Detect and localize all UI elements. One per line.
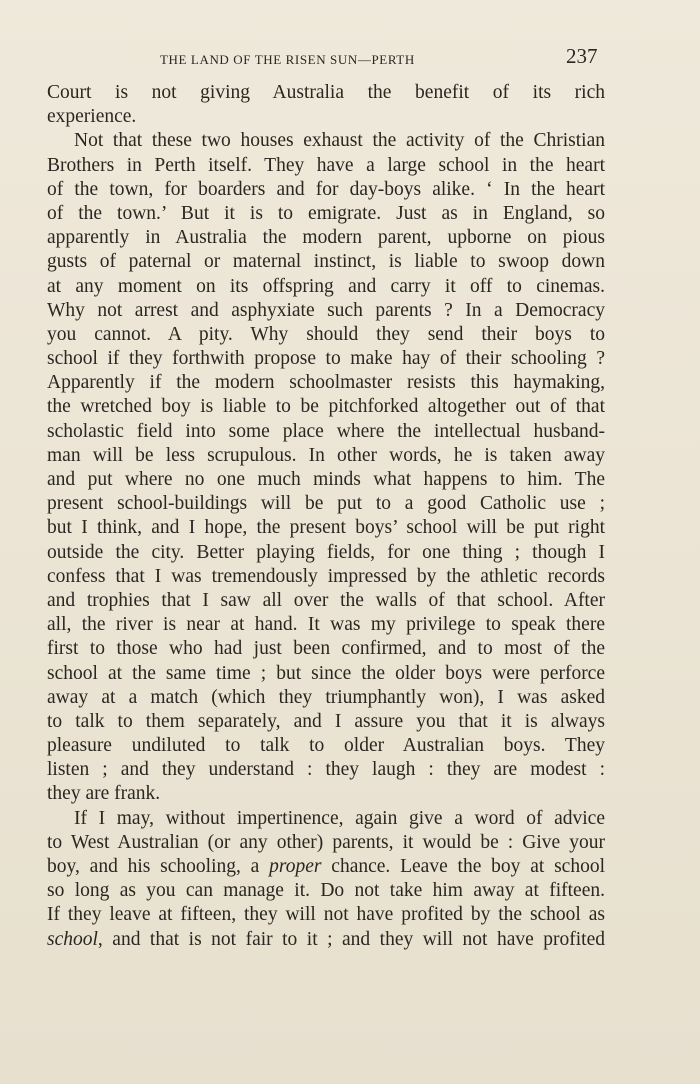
body-line: school, and that is not fair to it ; and they will not have profited xyxy=(47,928,605,950)
body-line: all, the river is near at hand. It was my privilege to speak there xyxy=(47,614,605,636)
page-number: 237 xyxy=(566,44,598,68)
body-line: the wretched boy is liable to be pitchforked altogether out of that xyxy=(47,396,605,418)
italic-emphasis: proper xyxy=(269,856,322,877)
body-line: Not that these two houses exhaust the activity of the Christian xyxy=(74,130,605,152)
body-line: gusts of paternal or maternal instinct, is liable to swoop down xyxy=(47,251,605,273)
body-line: of the town.’ But it is to emigrate. Just as in England, so xyxy=(47,202,605,224)
italic-emphasis: school xyxy=(47,928,98,950)
body-line: listen ; and they understand : they laugh : they are modest : xyxy=(47,759,605,781)
body-line: Court is not giving Australia the benefit of its rich xyxy=(47,82,605,103)
body-line: you cannot. A pity. Why should they send their boys to xyxy=(47,323,605,345)
body-line: boy, and his schooling, a proper chance. Leave the boy at school xyxy=(47,856,605,877)
body-line: man will be less scrupulous. In other words, he is taken away xyxy=(47,444,605,466)
body-line: apparently in Australia the modern parent, upborne on pious xyxy=(47,227,605,249)
body-line: If they leave at fifteen, they will not have profited by the school as xyxy=(47,904,605,926)
body-line: so long as you can manage it. Do not take him away at fifteen. xyxy=(47,880,605,902)
body-line: experience. xyxy=(47,106,137,128)
body-line: scholastic field into some place where the intellectual husband- xyxy=(47,420,605,442)
body-text xyxy=(47,81,605,952)
body-line: to West Australian (or any other) parents, it would be : Give your xyxy=(47,831,605,853)
running-head-title: THE LAND OF THE RISEN SUN—PERTH xyxy=(160,52,415,67)
body-line: away at a match (which they triumphantly won), I was asked xyxy=(47,686,605,708)
body-line: Why not arrest and asphyxiate such parents ? In a Democracy xyxy=(47,299,605,321)
body-line: at any moment on its offspring and carry it off to cinemas. xyxy=(47,275,605,297)
body-line: Apparently if the modern schoolmaster resists this haymaking, xyxy=(47,372,605,394)
body-line: and put where no one much minds what happens to him. The xyxy=(47,469,605,490)
body-line: but I think, and I hope, the present boys’ school will be put right xyxy=(47,517,605,539)
body-line: first to those who had just been confirmed, and to most of the xyxy=(47,638,605,660)
body-line: school if they forthwith propose to make hay of their schooling ? xyxy=(47,348,605,370)
body-line: confess that I was tremendously impressed by the athletic records xyxy=(47,565,605,587)
body-line: present school-buildings will be put to a good Catholic use ; xyxy=(47,493,605,515)
body-line: outside the city. Better playing fields, for one thing ; though I xyxy=(47,541,605,563)
body-line: pleasure undiluted to talk to older Australian boys. They xyxy=(47,735,605,757)
body-line: to talk to them separately, and I assure you that it is always xyxy=(47,710,605,732)
body-line: of the town, for boarders and for day-boys alike. ‘ In the heart xyxy=(47,178,605,200)
running-head xyxy=(0,44,700,72)
body-line: Brothers in Perth itself. They have a large school in the heart xyxy=(47,154,605,176)
body-line: school at the same time ; but since the older boys were perforce xyxy=(47,662,605,684)
body-line: If I may, without impertinence, again give a word of advice xyxy=(74,807,605,829)
body-line: they are frank. xyxy=(47,783,161,805)
body-line: and trophies that I saw all over the walls of that school. After xyxy=(47,589,605,611)
